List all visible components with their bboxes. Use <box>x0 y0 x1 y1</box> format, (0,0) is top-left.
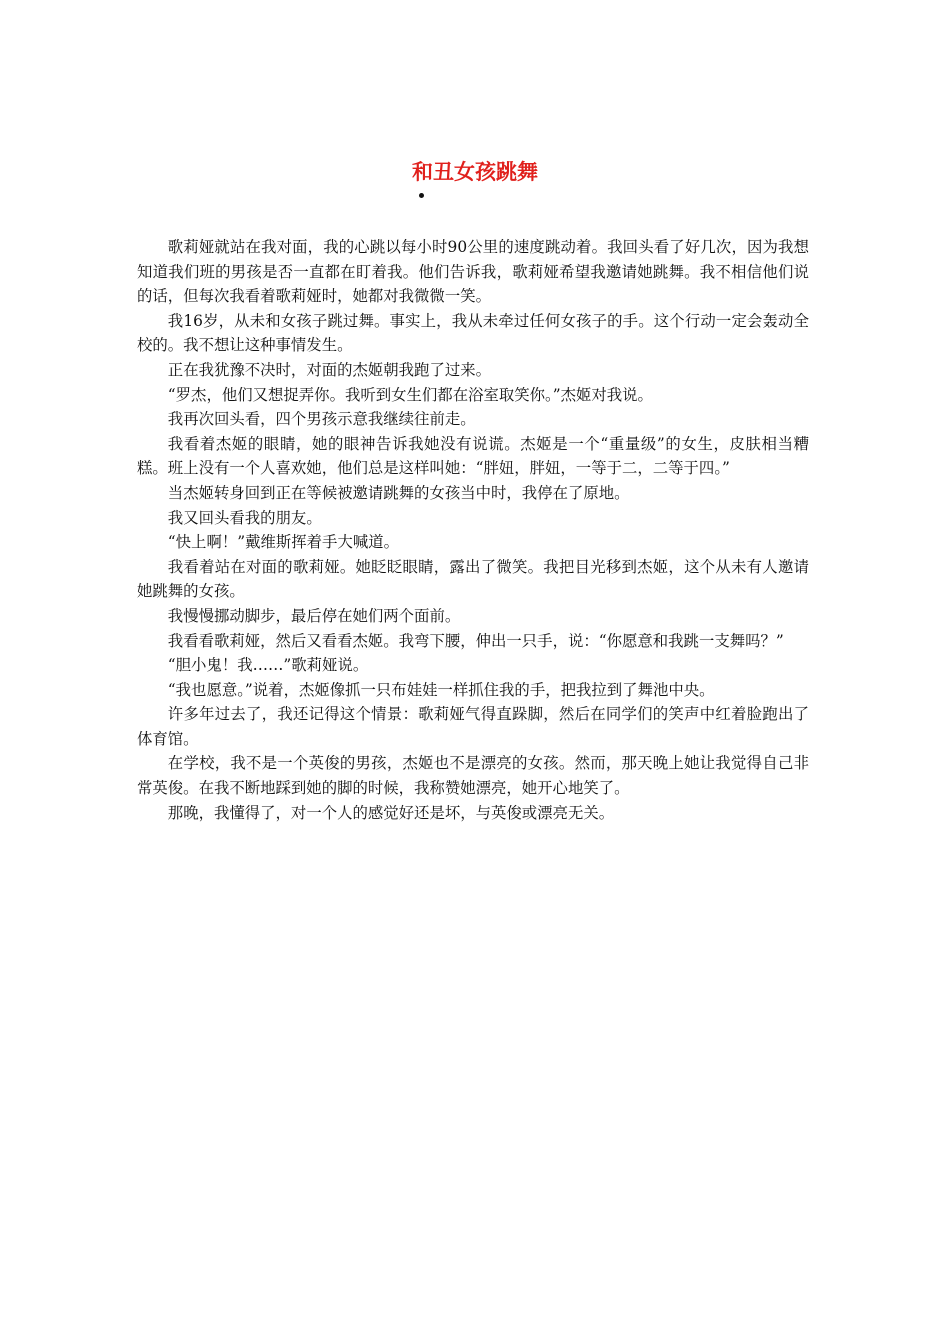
paragraph-15: 许多年过去了，我还记得这个情景：歌莉娅气得直跺脚，然后在同学们的笑声中红着脸跑出了体育馆。 <box>137 705 809 748</box>
paragraph-1: 歌莉娅就站在我对面，我的心跳以每小时90公里的速度跳动着。我回头看了好几次，因为我想知道我们班的男孩是否一直都在盯着我。他们告诉我，歌莉娅希望我邀请她跳舞。我不相信他们说的话，但每次我看着歌莉娅时，她都对我微微一笑。 <box>137 238 809 306</box>
paragraph-2: 我16岁，从未和女孩子跳过舞。事实上，我从未牵过任何女孩子的手。这个行动一定会轰动全校的。我不想让这种事情发生。 <box>137 311 809 355</box>
paragraph-5: 我再次回头看，四个男孩示意我继续往前走。 <box>167 410 476 429</box>
paragraph-11: 我慢慢挪动脚步，最后停在她们两个面前。 <box>167 606 461 625</box>
paragraph-8: 我又回头看我的朋友。 <box>167 508 322 527</box>
paragraph-6: 我看着杰姬的眼睛，她的眼神告诉我她没有说谎。杰姬是一个“重量级”的女生，皮肤相当糟糕。班上没有一个人喜欢她，他们总是这样叫她：“胖妞，胖妞，一等于二，二等于四。” <box>137 434 809 478</box>
paragraph-17: 那晚，我懂得了，对一个人的感觉好还是坏，与英俊或漂亮无关。 <box>167 803 615 822</box>
paragraph-13: “胆小鬼！我……”歌莉娅说。 <box>167 656 369 675</box>
paragraph-10: 我看着站在对面的歌莉娅。她眨眨眼睛，露出了微笑。我把目光移到杰姬，这个从未有人邀请她跳舞的女孩。 <box>137 557 809 601</box>
paragraph-16: 在学校，我不是一个英俊的男孩，杰姬也不是漂亮的女孩。然而，那天晚上她让我觉得自己非常英俊。在我不断地踩到她的脚的时候，我称赞她漂亮，她开心地笑了。 <box>137 754 809 798</box>
paragraph-12: 我看看歌莉娅，然后又看看杰姬。我弯下腰，伸出一只手，说：“你愿意和我跳一支舞吗？” <box>167 631 784 650</box>
paragraph-7: 当杰姬转身回到正在等候被邀请跳舞的女孩当中时，我停在了原地。 <box>167 483 630 502</box>
page-title: 和丑女孩跳舞 <box>412 160 538 184</box>
bullet-mark <box>419 193 424 198</box>
paragraph-3: 正在我犹豫不决时，对面的杰姬朝我跑了过来。 <box>167 360 492 379</box>
article-body <box>137 235 809 825</box>
paragraph-9: “快上啊！”戴维斯挥着手大喊道。 <box>167 533 400 552</box>
paragraph-14: “我也愿意。”说着，杰姬像抓一只布娃娃一样抓住我的手，把我拉到了舞池中央。 <box>167 680 715 699</box>
paragraph-4: “罗杰，他们又想捉弄你。我听到女生们都在浴室取笑你。”杰姬对我说。 <box>167 385 653 404</box>
